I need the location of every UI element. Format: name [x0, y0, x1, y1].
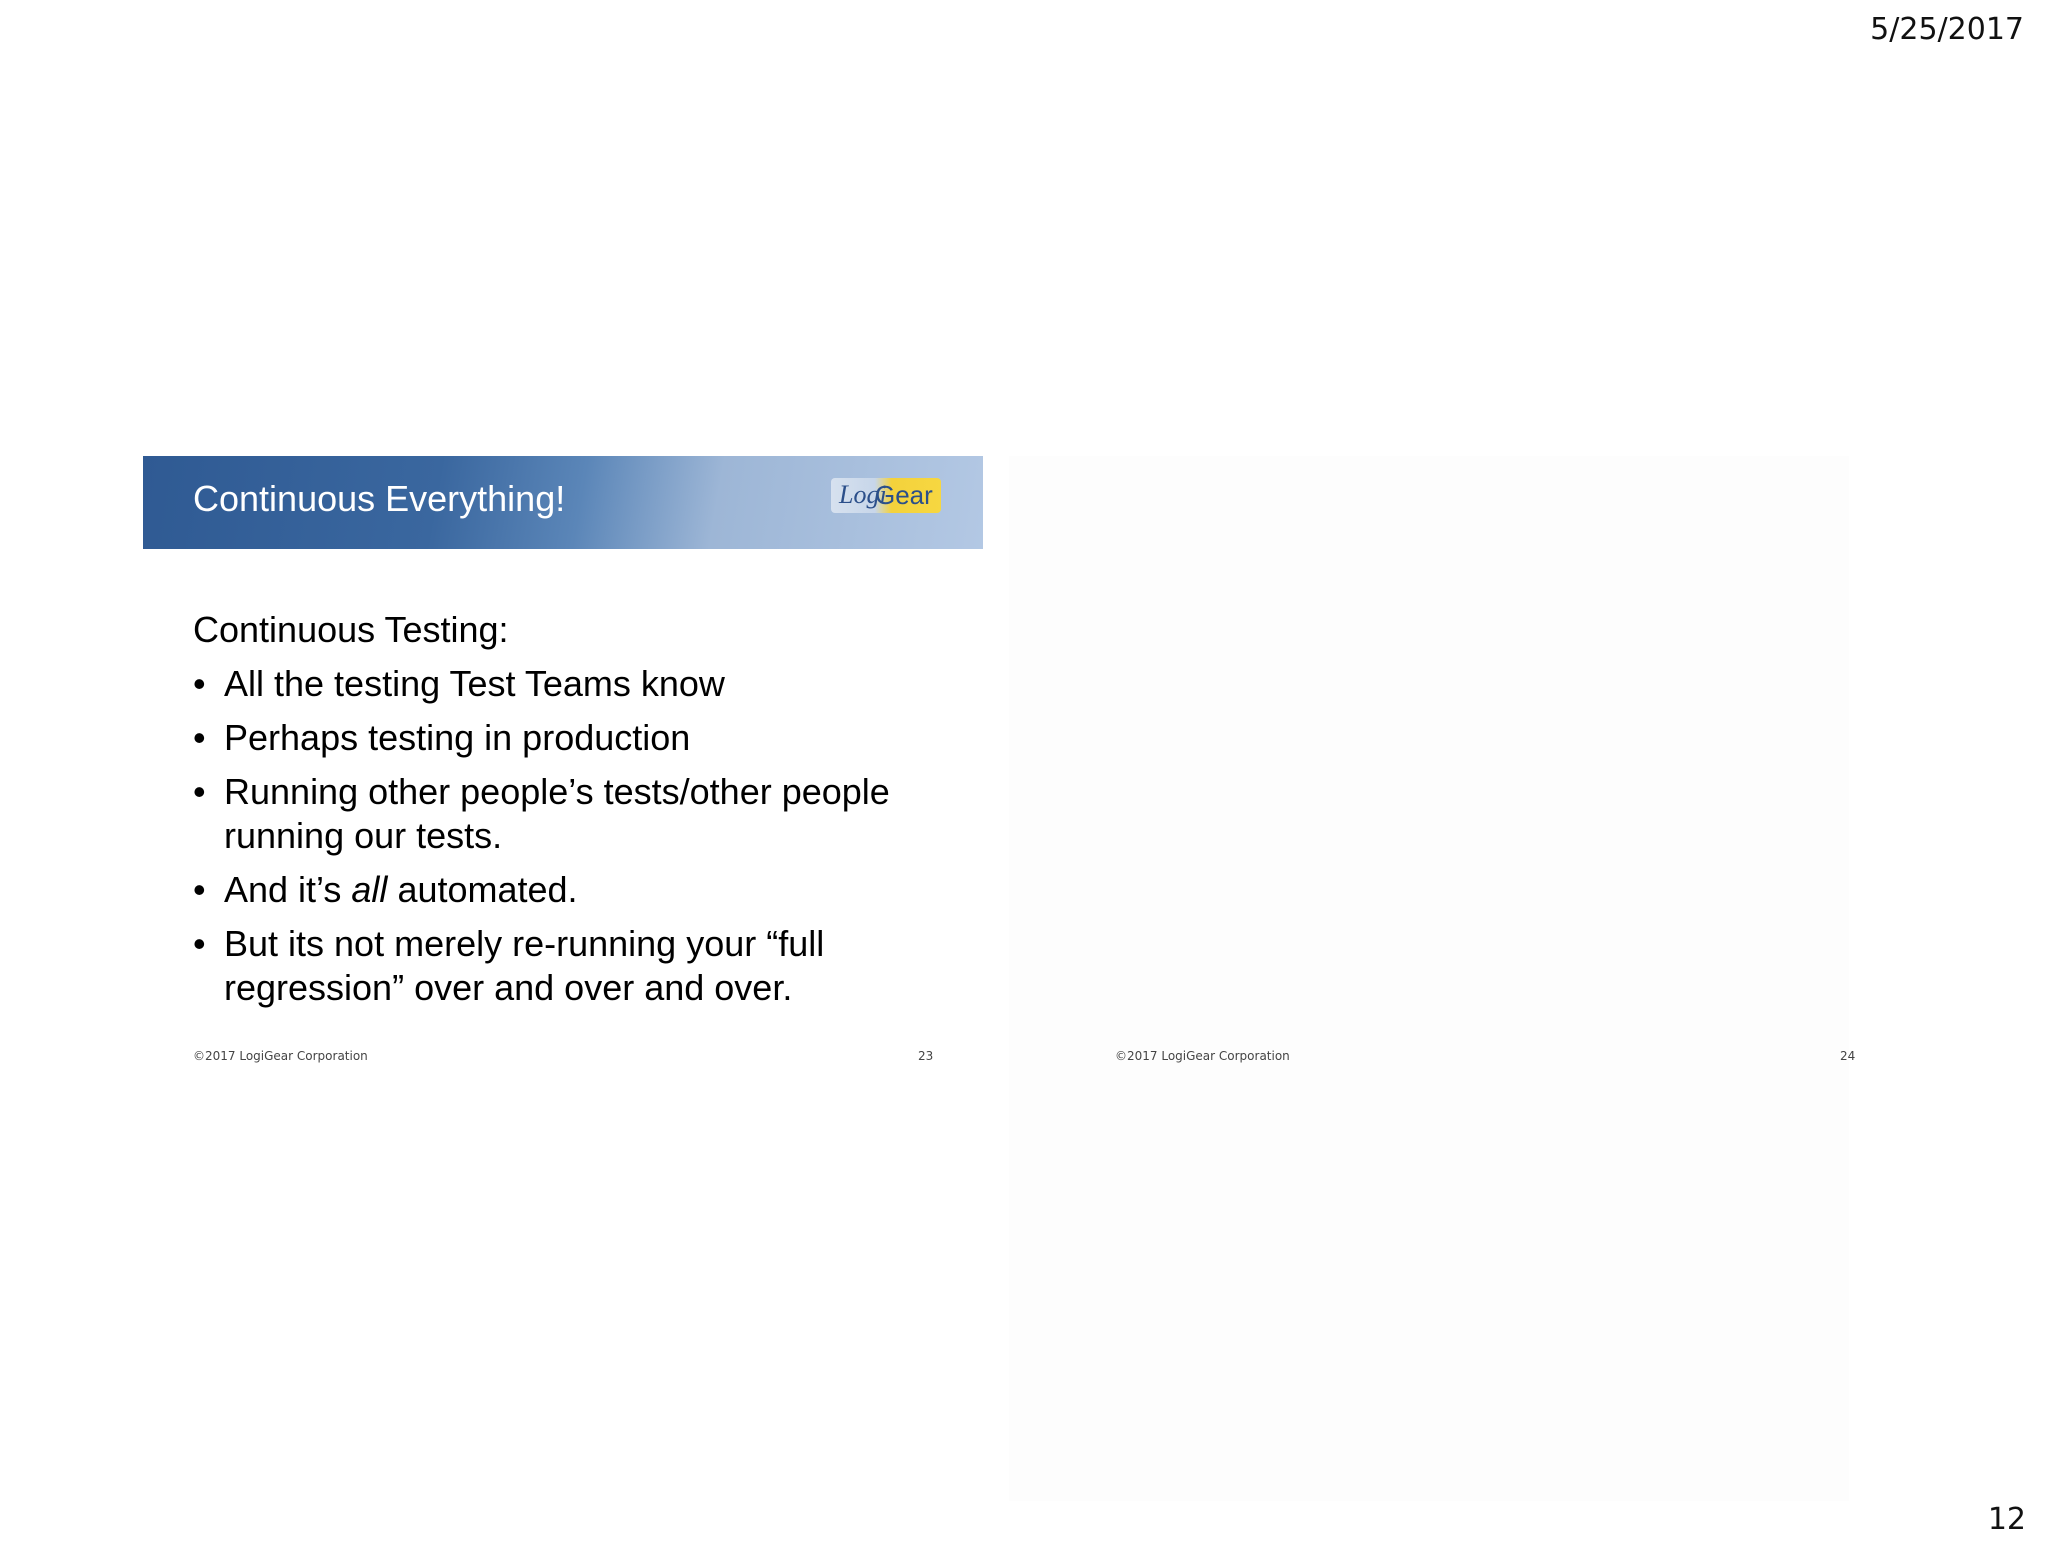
slide-footer-copyright: ©2017 LogiGear Corporation — [193, 1049, 368, 1063]
bullet-text-after: automated. — [387, 869, 578, 910]
slide-24 — [1009, 456, 1856, 1501]
slide-header — [143, 456, 983, 549]
bullet-dot: • — [193, 923, 206, 964]
bullet-text: Running other people’s tests/other people running our tests. — [224, 771, 890, 856]
logo-text-logi: Logi — [839, 480, 887, 509]
bullet-dot: • — [193, 771, 206, 812]
bullet-dot: • — [193, 663, 206, 704]
logo-text-gear: Gear — [875, 480, 933, 510]
slide-23 — [143, 456, 983, 1076]
bullet-dot: • — [193, 869, 206, 910]
slide-footer-copyright: ©2017 LogiGear Corporation — [1115, 1049, 1290, 1063]
bullet-item — [193, 770, 953, 858]
bullet-item — [193, 922, 953, 1010]
bullet-item — [193, 662, 953, 706]
bullet-text-emphasis: all — [351, 869, 388, 910]
bullet-text: But its not merely re-running your “full regression” over and over and over. — [224, 923, 825, 1008]
bullet-text: All the testing Test Teams know — [224, 663, 725, 704]
bullet-list — [193, 662, 953, 1010]
slide-body — [193, 608, 953, 1020]
body-heading: Continuous Testing: — [193, 609, 509, 650]
logigear-logo — [831, 478, 941, 513]
bullet-item — [193, 716, 953, 760]
bullet-dot: • — [193, 717, 206, 758]
slide-footer-number: 23 — [918, 1049, 934, 1063]
slide-title: Continuous Everything! — [193, 478, 566, 519]
bullet-text-before: And it’s — [224, 869, 352, 910]
bullet-text: Perhaps testing in production — [224, 717, 691, 758]
bullet-item — [193, 868, 953, 912]
page-number: 12 — [1987, 1502, 2026, 1537]
slide-footer-number: 24 — [1840, 1049, 1856, 1063]
page-date: 5/25/2017 — [1870, 12, 2024, 47]
